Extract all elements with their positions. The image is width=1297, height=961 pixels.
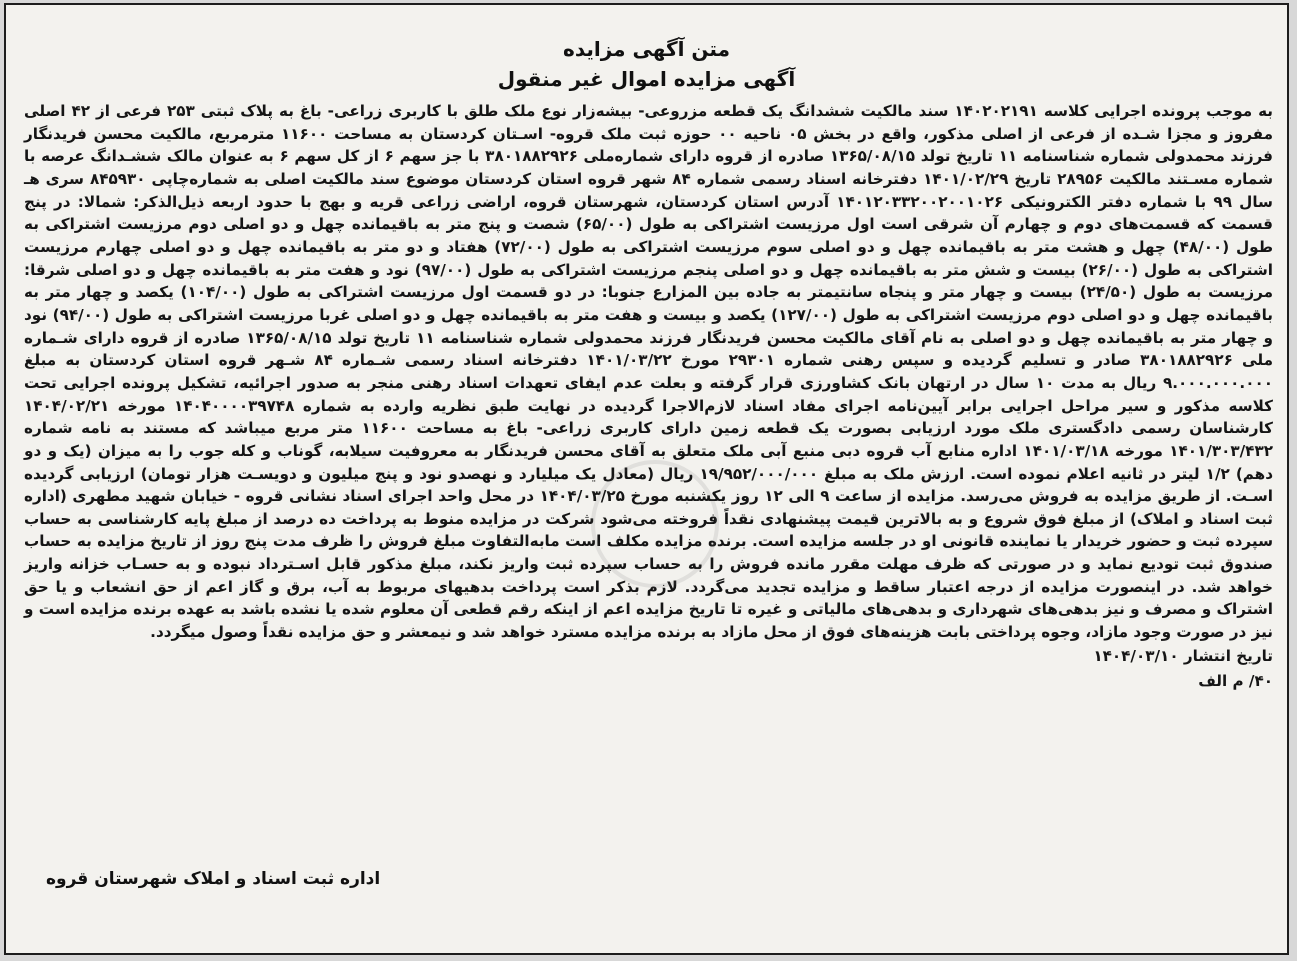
notice-body bbox=[6, 93, 1287, 644]
notice-code: ۴۰/ م الف bbox=[1198, 671, 1273, 690]
notice-title: متن آگهی مزایده bbox=[563, 37, 730, 61]
notice-paragraph: به موجب پرونده اجرایی کلاسه ۱۴۰۲۰۲۱۹۱ سند مالکیت ششدانگ یک قطعه مزروعی- بیشه‌زار نوع ملک طلق با کاربری زراعی- باغ به پلاک ثبتی ۲۵۳ فرعی از ۴۲ اصلی مفروز و مجزا شـده از فرعی از اصلی مذکور، واقع در بخش ۰۵ ناحیه ۰۰ حوزه ثبت ملک قروه- اسـتان کردستان به مساحت ۱۱۶۰۰ مترمربع، مالکیت محسن فریدنگار فرزند محمدولی شماره شناسنامه ۱۱ تاریخ تولد ۱۳۶۵/۰۸/۱۵ صادره از قروه دارای شماره‌ملی ۳۸۰۱۸۸۲۹۲۶ با جز سهم ۶ از کل سهم ۶ به عنوان مالک ششـدانگ عرصه با شماره مسـتند مالکیت ۲۸۹۵۶ تاریخ ۱۴۰۱/۰۲/۲۹ دفترخانه اسناد رسمی شماره ۸۴ شهر قروه استان کردستان موضوع سند مالکیت اصلی به شماره‌چاپی ۸۴۵۹۳۰ سری هـ سال ۹۹ با شماره دفتر الکترونیکی ۱۴۰۱۲۰۳۳۲۰۰۲۰۰۱۰۲۶ آدرس استان کردستان، شهرستان قروه، اراضی زراعی قریه و بهج با حدود اربعه ذیل‌الذکر: شمالا: در پنج قسمت که قسمت‌های دوم و چهارم آن شرقی است اول مرزیست اشتراکی به طول (۶۵/۰۰) شصت و پنج متر به باقیمانده چهل و دو اصلی دوم مرزیست اشتراکی به طول (۴۸/۰۰) چهل و هشت متر به باقیمانده چهل و دو اصلی سوم مرزیست اشتراکی به طول (۷۲/۰۰) هفتاد و دو متر به باقیمانده چهل و دو اصلی چهارم مرزیست اشتراکی به طول (۲۶/۰۰) بیست و شش متر به باقیمانده چهل و دو اصلی پنجم مرزیست اشتراکی به طول (۹۷/۰۰) نود و هفت متر به باقیمانده چهل و دو اصلی شرقا: مرزیست به طول (۲۴/۵۰) بیست و چهار متر و پنجاه سانتیمتر به جاده بین المزارع جنوبا: در دو قسمت اول مرزیست اشتراکی به طول (۱۰۴/۰۰) یکصد و چهار متر به باقیمانده چهل و دو اصلی دوم مرزیست اشتراکی به طول (۱۲۷/۰۰) یکصد و بیست و هفت متر به باقیمانده چهل و دو اصلی غربا مرزیست اشتراکی به طول (۹۴/۰۰) نود و چهار متر به باقیمانده چهل و دو اصلی به نام آقای مالکیت محسن فریدنگار فرزند محمدولی شماره شناسنامه ۱۱ تاریخ تولد ۱۳۶۵/۰۸/۱۵ صادره از قروه دارای شـماره ملی ۳۸۰۱۸۸۲۹۲۶ صادر و تسلیم گردیده و سپس رهنی شماره ۲۹۳۰۱ مورخ ۱۴۰۱/۰۳/۲۲ دفترخانه اسناد رسمی شـماره ۸۴ شـهر قروه استان کردستان به مبلغ ۹.۰۰۰.۰۰۰.۰۰۰ ریال به مدت ۱۰ سال در ارتهان بانک کشاورزی قرار گرفته و بعلت عدم ایفای تعهدات اسناد رهنی منجر به صدور اجرائیه، تشکیل پرونده اجرایی تحت کلاسه مذکور و سیر مراحل اجرایی برابر آیین‌نامه اجرای مفاد اسناد لازم‌الاجرا گردیده در نهایت طبق نظریه وارده به شماره ۱۴۰۴۰۰۰۰۳۹۷۴۸ مورخه ۱۴۰۴/۰۲/۲۱ کارشناسان رسمی دادگستری ملک مورد ارزیابی بصورت یک قطعه زمین دارای کاربری زراعی- باغ به مساحت ۱۱۶۰۰ متر مربع میباشد که مستند به نامه شماره ۱۴۰۱/۳۰۳/۴۳۲ مورخه ۱۴۰۱/۰۳/۱۸ اداره منابع آب قروه دبی منبع آبی ملک متعلق به آقای محسن فریدنگار به معروفیت سیلابه، گوناب و کله جوب را به میزان (یک و دو دهم) ۱/۲ لیتر در ثانیه اعلام نموده است. ارزش ملک به مبلغ ۱۹/۹۵۲/۰۰۰/۰۰۰ ریال (معادل یک میلیارد و نهصدو نود و پنج میلیون و دویسـت هزار تومان) ارزیابی گردیده اسـت. از طریق مزایده به فروش می‌رسد. مزایده از ساعت ۹ الی ۱۲ روز یکشنبه مورخ ۱۴۰۴/۰۳/۲۵ در محل واحد اجرای اسناد نشانی قروه - خیابان شهید مطهری (اداره ثبت اسناد و املاک) از مبلغ فوق شروع و به بالاترین قیمت پیشنهادی نقداً فروخته می‌شود شرکت در مزایده منوط به پرداخت ده درصد از مبلغ پایه کارشناسی به حساب سپرده ثبت و حضور خریدار یا نماینده قانونی او در جلسه مزایده است. برنده مزایده مکلف است مابه‌التفاوت مبلغ فروش را ظرف مدت پنج روز از تاریخ مزایده به حساب صندوق ثبت تودیع نماید و در صورتی که ظرف مهلت مقرر مانده فروش را به حساب سپرده ثبت واریز نکند، مبلغ مذکور قابل اسـترداد نبوده و به حسـاب خزانه واریز خواهد شد. در اینصورت مزایده از درجه اعتبار ساقط و مزایده تجدید می‌گردد. لازم بذکر است پرداخت بدهیهای مربوط به آب، برق و گاز اعم از حق انشعاب و یا حق اشتراک و مصرف و نیز بدهی‌های شهرداری و بدهی‌های مالیاتی و غیره تا تاریخ مزایده اعم از اینکه رقم قطعی آن معلوم شده یا نشده باشد به عهده برنده مزایده است و نیز در صورت وجود مازاد، وجوه پرداختی بابت هزینه‌های فوق از محل مازاد به برنده مزایده مسترد خواهد شد و نیمعشر و حق مزایده نقداً وصول میگردد. bbox=[24, 102, 1274, 642]
notice-subtitle: آگهی مزایده اموال غیر منقول bbox=[497, 67, 796, 91]
publish-date: تاریخ انتشار ۱۴۰۴/۰۳/۱۰ bbox=[1093, 646, 1273, 665]
issuer-signature: اداره ثبت اسناد و املاک شهرستان قروه bbox=[46, 869, 381, 889]
notice-header bbox=[6, 5, 1287, 93]
auction-notice bbox=[4, 3, 1289, 955]
